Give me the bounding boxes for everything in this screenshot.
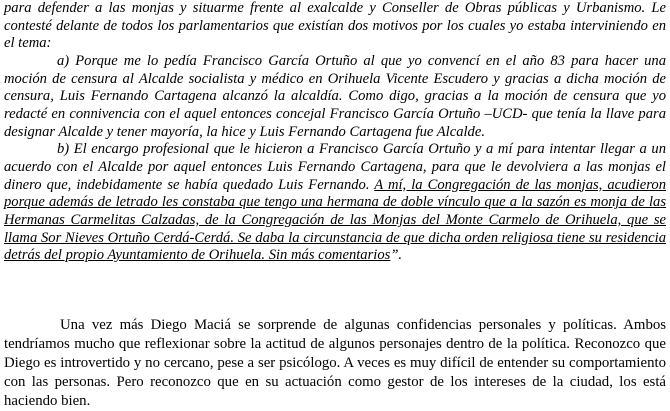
commentary-paragraph: [4, 316, 666, 411]
commentary-text: Una vez más Diego Maciá se sorprende de algunas confidencias personales y políticas. Ambos tendríamos mucho que reflexionar sobre la actitud de algunos personajes dentro de la política. Reconozco que Diego es introvertido y no cercano, pese a ser psicólogo. A veces es muy difícil de entender su comportamiento con las personas. Pero reconozco que en su actuación como gestor de los intereses de la ciudad, los está haciendo bien.: [4, 317, 666, 409]
quote-point-a-paragraph: a) Porque me lo pedía Francisco García Ortuño al que yo convencí en el año 83 para hacer una moción de censura al Alcalde socialista y médico en Orihuela Vicente Escudero y gracias a dicha moción de censura, Luis Fernando Cartagena alcanzó la alcaldía. Como digo, gracias a la moción de censura que yo redacté en connivencia con el aquel entonces concejal Francisco García Ortuño –UCD- que tenía la llave para designar Alcalde y tener mayoría, la hice y Luis Fernando Cartagena fue Alcalde.: [4, 52, 666, 140]
quote-point-b-text: b) El encargo profesional que le hicieron a Francisco García Ortuño y a mí para intentar llegar a un acuerdo con el Alcalde por aquel entonces Luis Fernando Cartagena, para que le devolviera a las monjas el dinero que, indebidamente se había quedado Luis Fernando.: [4, 141, 666, 193]
quote-intro-paragraph: para defender a las monjas y situarme frente al exalcalde y Conseller de Obras públicas y Urbanismo. Le contesté delante de todos los parlamentarios que existían dos motivos por los cuales yo estaba interviniendo en el tema:: [4, 0, 666, 52]
quote-point-b-underlined-text: A mí, la Congregación de las monjas, acudieron porque además de letrado les constaba que tengo una hermana de doble vínculo que a la sazón es monja de las Hermanas Carmelitas Calzadas, de la Congregación de las Monjas del Monte Carmelo de Orihuela, que se llama Sor Nieves Ortuño Cerdá-Cerdá. Se daba la circunstancia de que dicha orden religiosa tiene su residencia detrás del propio Ayuntamiento de Orihuela. Sin más comentarios: [4, 176, 666, 264]
document-page: [4, 0, 666, 265]
quote-point-b-closing: ”.: [390, 247, 403, 264]
quoted-statement: [4, 0, 666, 265]
quote-point-b-paragraph: [4, 141, 666, 265]
